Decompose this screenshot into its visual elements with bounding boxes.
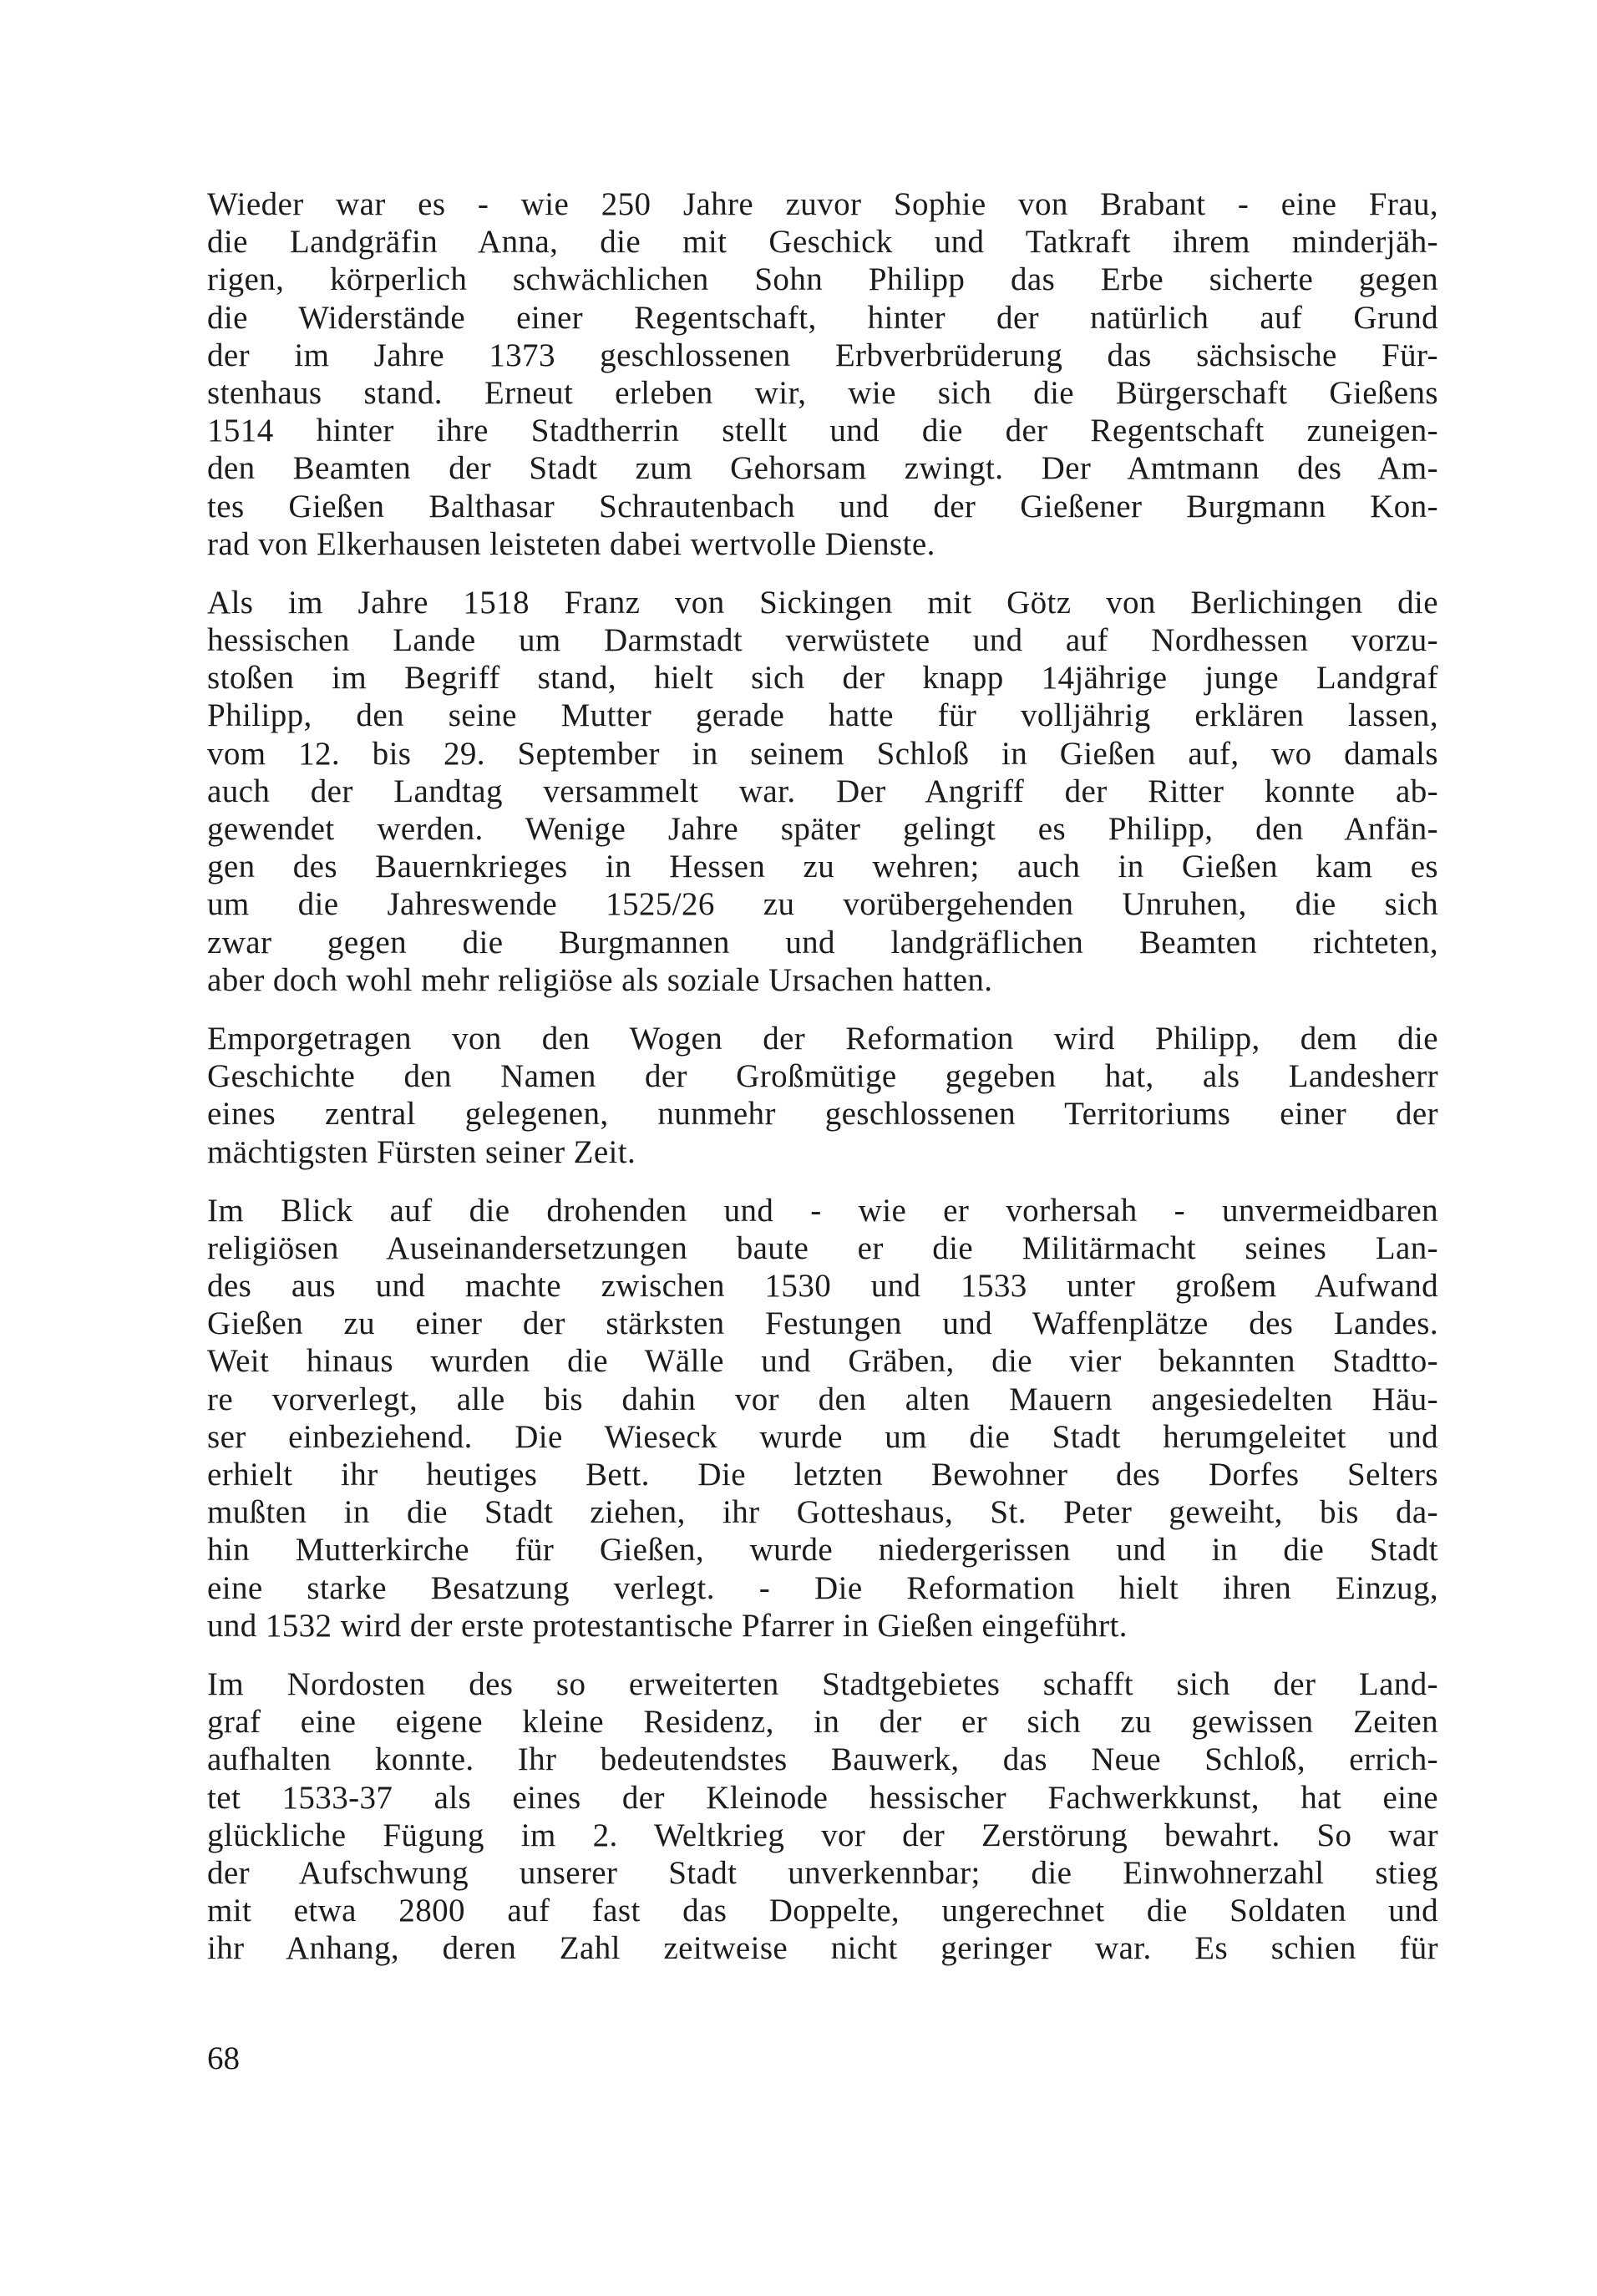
text-line: mit etwa 2800 auf fast das Doppelte, ungerechnet die Soldaten und	[207, 1893, 1438, 1929]
text-line: graf eine eigene kleine Residenz, in der er sich zu gewissen Zeiten	[207, 1704, 1438, 1741]
paragraph	[207, 1665, 1438, 1968]
paragraph	[207, 1020, 1438, 1171]
paragraph	[207, 185, 1438, 563]
text-line: des aus und machte zwischen 1530 und 1533 unter großem Aufwand	[207, 1268, 1438, 1305]
text-line: mächtigsten Fürsten seiner Zeit.	[207, 1133, 636, 1170]
text-line: Emporgetragen von den Wogen der Reformation wird Philipp, dem die	[207, 1020, 1438, 1057]
text-line: Gießen zu einer der stärksten Festungen und Waffenplätze des Landes.	[207, 1305, 1438, 1342]
text-line: aber doch wohl mehr religiöse als soziale Ursachen hatten.	[207, 961, 993, 998]
text-line: hessischen Lande um Darmstadt verwüstete und auf Nordhessen vorzu-	[207, 622, 1438, 659]
text-line: Wieder war es - wie 250 Jahre zuvor Sophie von Brabant - eine Frau,	[207, 186, 1438, 222]
text-line: Als im Jahre 1518 Franz von Sickingen mit Götz von Berlichingen die	[207, 584, 1438, 621]
text-line: ser einbeziehend. Die Wieseck wurde um die Stadt herumgeleitet und	[207, 1418, 1438, 1455]
text-line: auch der Landtag versammelt war. Der Angriff der Ritter konnte ab-	[207, 773, 1438, 809]
text-line: Im Nordosten des so erweiterten Stadtgebietes schafft sich der Land-	[207, 1665, 1438, 1702]
text-line: den Beamten der Stadt zum Gehorsam zwingt. Der Amtmann des Am-	[207, 450, 1438, 487]
text-line: gen des Bauernkrieges in Hessen zu wehren; auch in Gießen kam es	[207, 849, 1438, 885]
text-line: religiösen Auseinandersetzungen baute er die Militärmacht seines Lan-	[207, 1229, 1438, 1266]
text-line: die Widerstände einer Regentschaft, hinter der natürlich auf Grund	[207, 299, 1438, 336]
text-line: vom 12. bis 29. September in seinem Schloß in Gießen auf, wo damals	[207, 735, 1438, 772]
text-line: Philipp, den seine Mutter gerade hatte für volljährig erklären lassen,	[207, 697, 1438, 734]
page-number: 68	[207, 2040, 240, 2076]
text-line: Geschichte den Namen der Großmütige gegeben hat, als Landesherr	[207, 1058, 1438, 1095]
text-line: ihr Anhang, deren Zahl zeitweise nicht geringer war. Es schien für	[207, 1930, 1438, 1967]
text-line: der im Jahre 1373 geschlossenen Erbverbrüderung das sächsische Für-	[207, 337, 1438, 373]
text-line: erhielt ihr heutiges Bett. Die letzten Bewohner des Dorfes Selters	[207, 1457, 1438, 1493]
text-line: tes Gießen Balthasar Schrautenbach und der Gießener Burgmann Kon-	[207, 488, 1438, 525]
text-line: eines zentral gelegenen, nunmehr geschlossenen Territoriums einer der	[207, 1096, 1438, 1133]
text-line: und 1532 wird der erste protestantische Pfarrer in Gießen eingeführt.	[207, 1607, 1128, 1644]
text-line: um die Jahreswende 1525/26 zu vorübergehenden Unruhen, die sich	[207, 886, 1438, 923]
text-line: eine starke Besatzung verlegt. - Die Reformation hielt ihren Einzug,	[207, 1569, 1438, 1606]
text-line: re vorverlegt, alle bis dahin vor den alten Mauern angesiedelten Häu-	[207, 1381, 1438, 1417]
text-line: hin Mutterkirche für Gießen, wurde niedergerissen und in die Stadt	[207, 1532, 1438, 1569]
text-line: Weit hinaus wurden die Wälle und Gräben, die vier bekannten Stadtto-	[207, 1343, 1438, 1380]
text-line: Im Blick auf die drohenden und - wie er vorhersah - unvermeidbaren	[207, 1192, 1438, 1229]
text-line: stoßen im Begriff stand, hielt sich der knapp 14jährige junge Landgraf	[207, 660, 1438, 697]
text-line: stenhaus stand. Erneut erleben wir, wie sich die Bürgerschaft Gießens	[207, 374, 1438, 411]
body-text	[207, 185, 1438, 1988]
text-line: mußten in die Stadt ziehen, ihr Gotteshaus, St. Peter geweiht, bis da-	[207, 1494, 1438, 1531]
text-line: tet 1533-37 als eines der Kleinode hessischer Fachwerkkunst, hat eine	[207, 1779, 1438, 1816]
text-line: die Landgräfin Anna, die mit Geschick und Tatkraft ihrem minderjäh-	[207, 224, 1438, 261]
text-line: der Aufschwung unserer Stadt unverkennbar; die Einwohnerzahl stieg	[207, 1854, 1438, 1891]
text-line: aufhalten konnte. Ihr bedeutendstes Bauwerk, das Neue Schloß, errich-	[207, 1741, 1438, 1778]
text-line: rigen, körperlich schwächlichen Sohn Philipp das Erbe sicherte gegen	[207, 261, 1438, 298]
paragraph	[207, 1192, 1438, 1645]
text-line: rad von Elkerhausen leisteten dabei wertvolle Dienste.	[207, 525, 935, 562]
text-line: gewendet werden. Wenige Jahre später gelingt es Philipp, den Anfän-	[207, 811, 1438, 847]
text-line: zwar gegen die Burgmannen und landgräflichen Beamten richteten,	[207, 924, 1438, 960]
text-line: 1514 hinter ihre Stadtherrin stellt und die der Regentschaft zuneigen-	[207, 413, 1438, 449]
paragraph	[207, 584, 1438, 999]
text-line: glückliche Fügung im 2. Weltkrieg vor der Zerstörung bewahrt. So war	[207, 1817, 1438, 1853]
